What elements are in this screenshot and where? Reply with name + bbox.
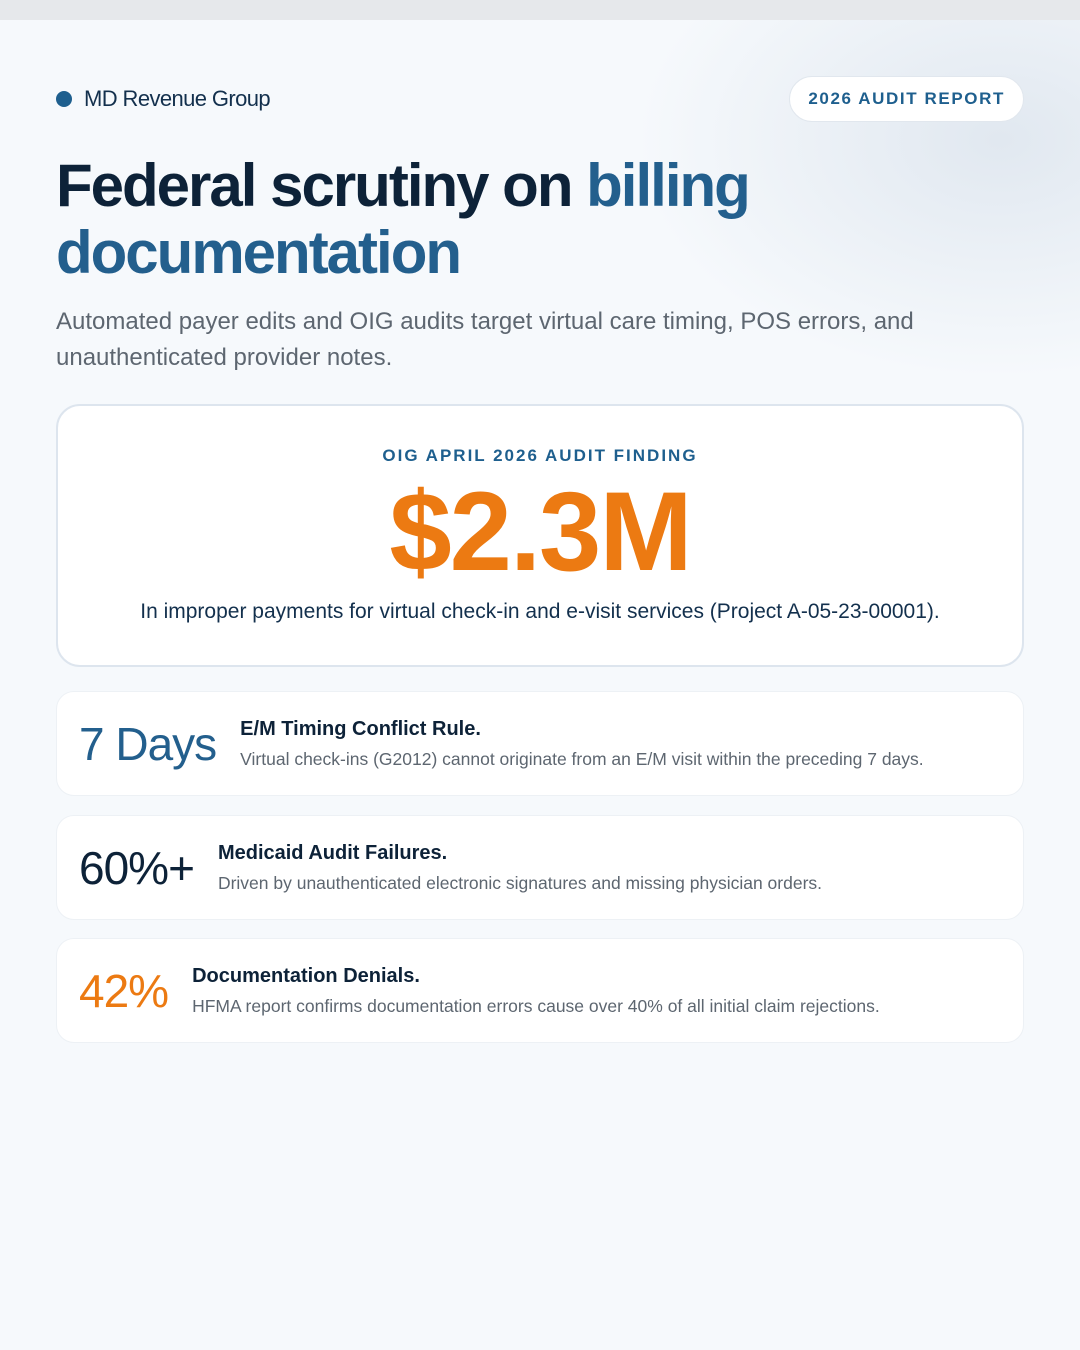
audit-finding-label: OIG APRIL 2026 AUDIT FINDING bbox=[382, 446, 698, 465]
stat-value: 42% bbox=[79, 964, 169, 1017]
stat-text bbox=[240, 718, 923, 770]
audit-finding-value: $2.3M bbox=[389, 469, 691, 594]
stat-card-medicaid bbox=[56, 815, 1024, 920]
page-title bbox=[56, 152, 956, 286]
page-title-main: Federal scrutiny on bbox=[56, 152, 587, 219]
stat-description: HFMA report confirms documentation errors cause over 40% of all initial claim rejections. bbox=[192, 995, 880, 1016]
stat-card-denials bbox=[56, 938, 1024, 1043]
stat-value: 7 Days bbox=[79, 717, 217, 770]
stat-description: Driven by unauthenticated electronic signatures and missing physician orders. bbox=[217, 872, 823, 893]
audit-finding-card bbox=[56, 404, 1024, 667]
page-title-accent: billing documentation bbox=[56, 152, 749, 286]
stat-title: Medicaid Audit Failures. bbox=[217, 841, 448, 864]
page-subtitle: Automated payer edits and OIG audits target virtual care timing, POS errors, and unauthenticated provider notes. bbox=[56, 308, 914, 371]
stat-title: Documentation Denials. bbox=[192, 964, 420, 987]
top-strip bbox=[0, 0, 1080, 20]
stat-description: Virtual check-ins (G2012) cannot originate from an E/M visit within the preceding 7 days. bbox=[240, 748, 924, 769]
brand-name: MD Revenue Group bbox=[84, 86, 271, 111]
stat-text bbox=[218, 842, 822, 894]
stat-card-timing bbox=[56, 691, 1024, 796]
stat-value: 60%+ bbox=[79, 841, 194, 894]
brand-dot-icon bbox=[56, 91, 72, 107]
report-badge: 2026 AUDIT REPORT bbox=[789, 76, 1024, 122]
header bbox=[56, 76, 1024, 122]
stat-title: E/M Timing Conflict Rule. bbox=[240, 717, 481, 740]
brand bbox=[56, 86, 270, 112]
audit-finding-description: In improper payments for virtual check-in and e-visit services (Project A-05-23-00001). bbox=[140, 600, 940, 623]
stat-text bbox=[192, 965, 880, 1017]
